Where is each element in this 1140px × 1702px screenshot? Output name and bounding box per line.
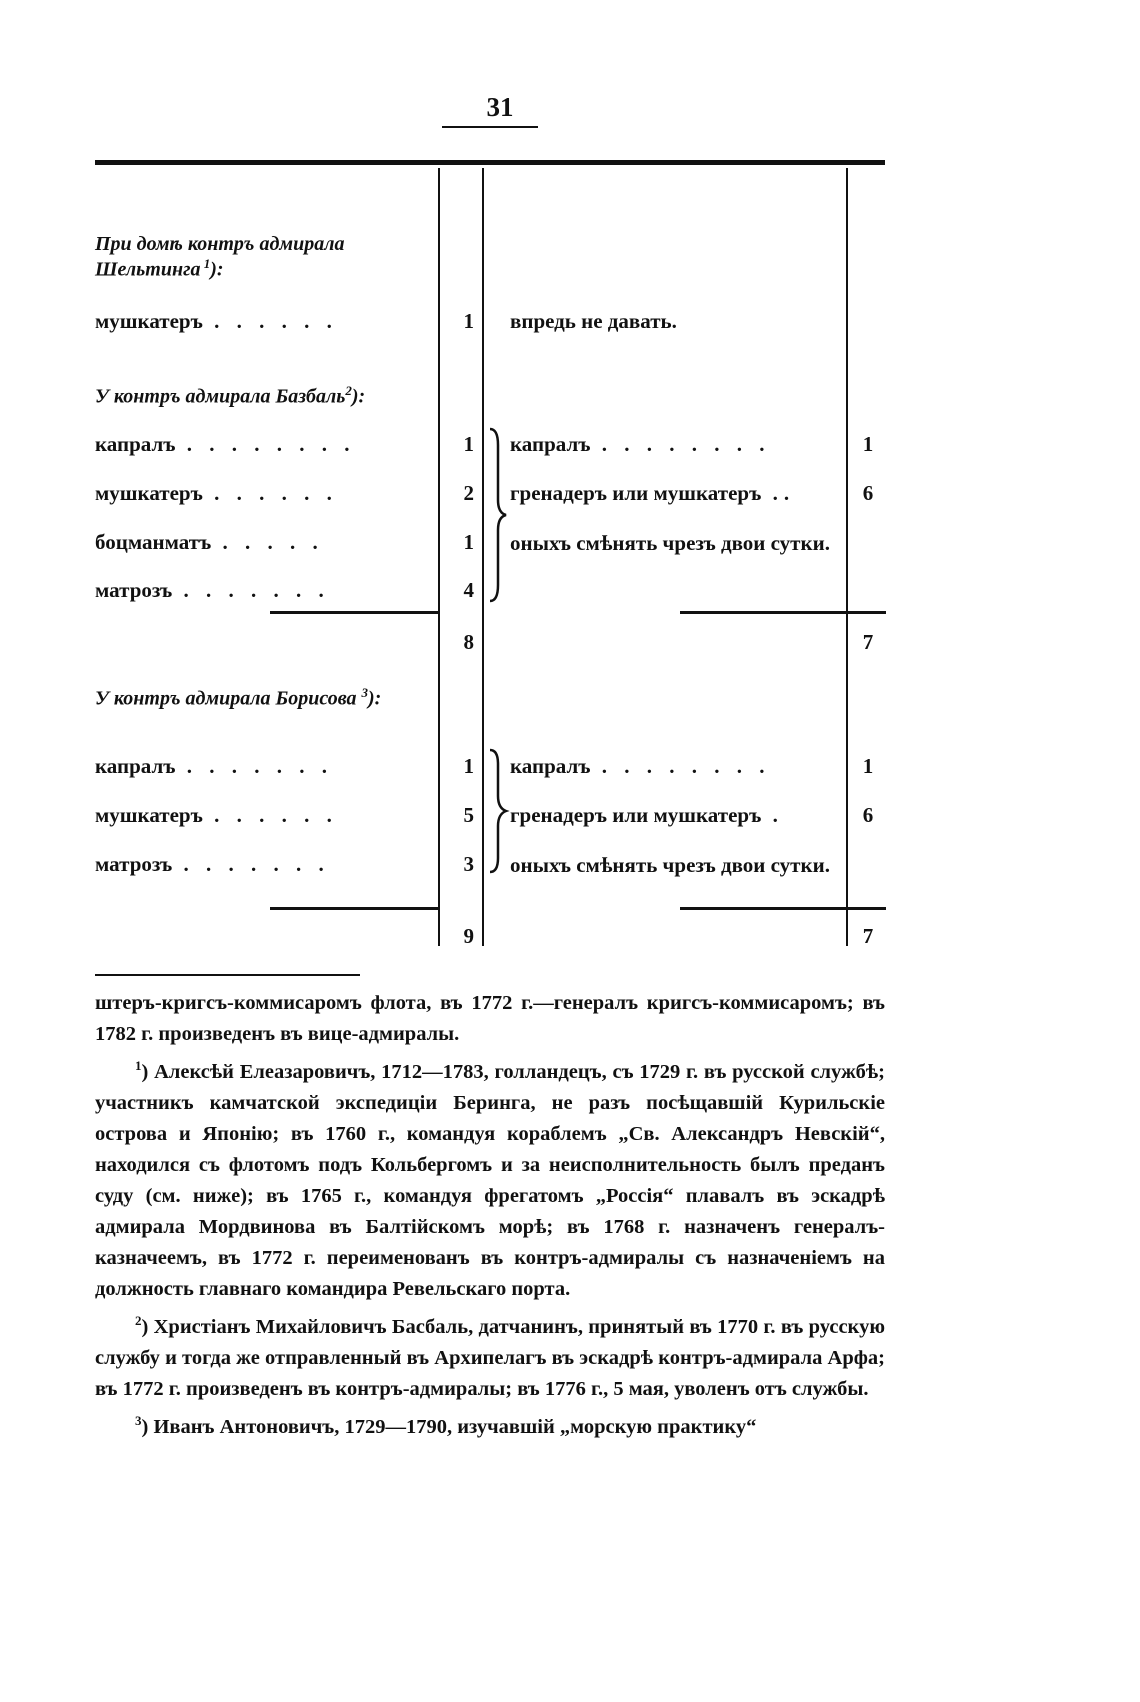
footnote-rule <box>95 974 360 976</box>
section-3-note: оныхъ смѣнять чрезъ двои сутки. <box>510 853 830 877</box>
section-3-far-total-rule <box>848 907 886 910</box>
section-2-row-1-count: 1 <box>463 432 474 456</box>
section-3-right-total-rule <box>680 907 846 910</box>
section-1-assignment-text: впредь не давать. <box>510 309 677 333</box>
section-2-brace <box>486 425 510 605</box>
page-number: 31 <box>486 92 514 122</box>
section-3-row-1-label: капралъ . . . . . . . <box>95 754 333 778</box>
table-top-rule <box>95 160 885 165</box>
column-rule-1 <box>438 168 440 946</box>
section-2-assignment-2-count: 6 <box>862 481 874 505</box>
column-rule-3 <box>846 168 848 946</box>
column-rule-2 <box>482 168 484 946</box>
section-2-assign-total: 7 <box>862 630 874 654</box>
section-2-row-2-label: мушкатеръ . . . . . . <box>95 481 338 505</box>
footnote-3: $^3$) Иванъ Антоновичъ, 1729—1790, изучавшій „морскую практику“ <box>135 1412 757 1438</box>
section-3-assign-total: 7 <box>862 924 874 948</box>
section-1-heading: При домѣ контръ адмирала Шельтинга $^1$): <box>95 233 345 281</box>
section-3-assignment-2-count: 6 <box>862 803 874 827</box>
section-3-row-1-count: 1 <box>463 754 474 778</box>
section-2-note: оныхъ смѣнять чрезъ двои сутки. <box>510 531 830 555</box>
section-1-row-1-count: 1 <box>463 309 474 333</box>
section-2-assignment-1-label: капралъ . . . . . . . . <box>510 432 771 456</box>
section-2-right-total-rule <box>680 611 846 614</box>
section-2-left-total-rule <box>270 611 438 614</box>
section-2-assignment-1-count: 1 <box>862 432 874 456</box>
section-2-far-total-rule <box>848 611 886 614</box>
footnote-2: $^2$) Христіанъ Михайловичъ Басбаль, датчанинъ, принятый въ 1770 г. въ русскую службу и тогда же отправленный въ Архипелагъ въ эскадрѣ контръ-адмирала Арфа; въ 1772 г. произведенъ въ контръ-адмиралы; въ 1776 г., 5 мая, уволенъ отъ службы. <box>95 1312 885 1400</box>
section-2-row-1-label: капралъ . . . . . . . . <box>95 432 356 456</box>
footnote-continuation: штеръ-кригсъ-коммисаромъ флота, въ 1772 г.—генералъ кригсъ-коммисаромъ; въ 1782 г. произведенъ въ вице-адмиралы. <box>95 992 885 1045</box>
section-3-assignment-1-label: капралъ . . . . . . . . <box>510 754 771 778</box>
footnote-1: $^1$) Алексѣй Елеазаровичъ, 1712—1783, голландецъ, съ 1729 г. въ русской службѣ; участникъ камчатской экспедиціи Беринга, не разъ посѣщавшій Курильскіе острова и Японію; въ 1760 г., командуя кораблемъ „Св. Александръ Невскій“, находился съ флотомъ подъ Кольбергомъ и за неисполнительность былъ преданъ суду (см. ниже); въ 1765 г., командуя фрегатомъ „Россія“ плавалъ въ эскадрѣ адмирала Мордвинова въ Балтійскомъ морѣ; въ 1768 г. назначенъ генералъ-казначеемъ, въ 1772 г. переименованъ въ контръ-адмиралы съ назначеніемъ на должность главнаго командира Ревельскаго порта. <box>95 1058 886 1300</box>
section-2-heading: У контръ адмирала Базбаль$^2$): <box>95 383 366 408</box>
section-2-row-3-count: 1 <box>463 530 474 554</box>
section-3-brace <box>486 746 510 876</box>
section-2-row-2-count: 2 <box>463 481 474 505</box>
section-3-row-2-label: мушкатеръ . . . . . . <box>95 803 338 827</box>
section-3-left-total-rule <box>270 907 438 910</box>
section-3-row-3-label: матрозъ . . . . . . . <box>95 852 330 876</box>
section-3-heading: У контръ адмирала Борисова $^3$): <box>95 685 382 710</box>
section-2-row-3-label: боцманматъ . . . . . <box>95 530 324 554</box>
section-3-assignment-1-count: 1 <box>862 754 874 778</box>
footnotes <box>95 988 885 1442</box>
section-1-row-1-label: мушкатеръ . . . . . . <box>95 309 338 333</box>
section-2-total: 8 <box>463 630 474 654</box>
page-number-rule <box>442 126 538 128</box>
section-2-row-4-label: матрозъ . . . . . . . <box>95 578 330 602</box>
section-3-row-2-count: 5 <box>463 803 474 827</box>
section-3-row-3-count: 3 <box>463 852 474 876</box>
section-3-assignment-2-label: гренадеръ или мушкатеръ . <box>510 803 784 827</box>
section-2-row-4-count: 4 <box>463 578 474 602</box>
section-3-total: 9 <box>463 924 474 948</box>
section-2-assignment-2-label: гренадеръ или мушкатеръ .. <box>510 481 796 505</box>
